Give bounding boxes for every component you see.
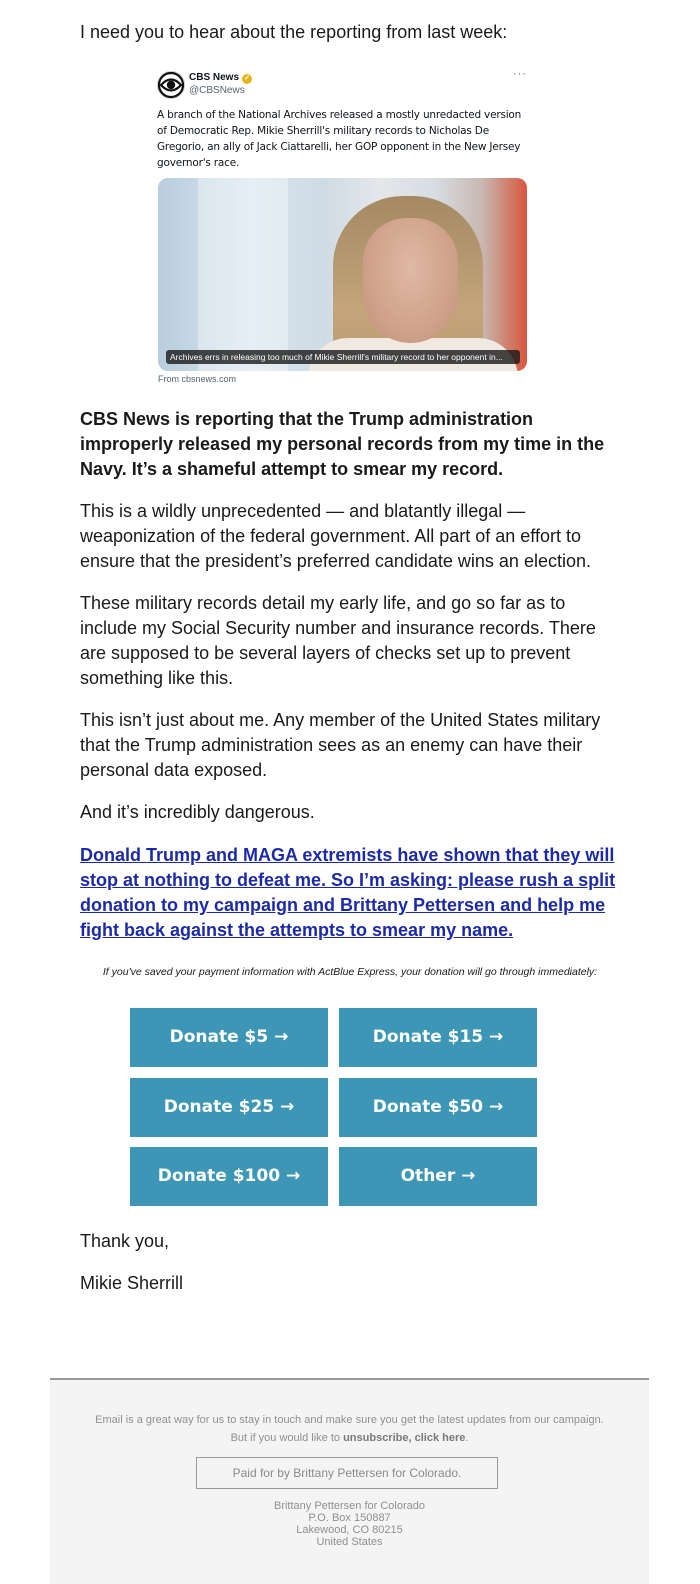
address-city: Lakewood, CO 80215 <box>296 1524 403 1536</box>
mailing-address <box>50 1500 649 1548</box>
body-paragraph-3: This isn’t just about me. Any member of the United States military that the Trump administration sees as an enemy can have their personal data exposed. <box>80 710 601 780</box>
signature-name: Mikie Sherrill <box>80 1273 184 1293</box>
donate-cta-link[interactable]: Donald Trump and MAGA extremists have shown that they will stop at nothing to defeat me. So I’m asking: please rush a split donation to my campaign and Brittany Pettersen and help me fight back against the attempts to smear my name. <box>80 845 616 940</box>
tweet-media-image[interactable] <box>158 178 527 371</box>
footer-message: Email is a great way for us to stay in touch and make sure you get the latest updates from our campaign. <box>95 1414 604 1426</box>
footer-unsubscribe-line <box>50 1432 649 1444</box>
body-paragraph-4: And it’s incredibly dangerous. <box>80 802 315 822</box>
email-footer <box>50 1378 649 1584</box>
address-country: United States <box>316 1536 383 1548</box>
donate-5-button[interactable]: Donate $5 → <box>130 1008 328 1067</box>
unsubscribe-suffix: . <box>465 1432 469 1444</box>
donate-other-button[interactable]: Other → <box>339 1147 537 1206</box>
verified-badge-icon: ✓ <box>242 74 252 84</box>
paid-for-disclaimer: Paid for by Brittany Pettersen for Colorado. <box>196 1457 498 1489</box>
more-options-icon[interactable]: ··· <box>513 68 527 80</box>
tweet-handle[interactable]: @CBSNews <box>189 85 245 96</box>
media-caption: Archives errs in releasing too much of Mikie Sherrill's military record to her opponent in... <box>166 350 520 364</box>
body-paragraph-1: This is a wildly unprecedented — and blatantly illegal — weaponization of the federal government. All part of an effort to ensure that the president’s preferred candidate wins an election. <box>80 501 591 571</box>
photo-subject-face <box>363 218 458 343</box>
donate-25-button[interactable]: Donate $25 → <box>130 1078 328 1137</box>
donate-100-button[interactable]: Donate $100 → <box>130 1147 328 1206</box>
tweet-text: A branch of the National Archives released a mostly unredacted version of Democratic Rep. Mikie Sherrill's military records to Nicholas De Gregorio, an ally of Jack Ciattarelli, her GOP opponent in the New Jersey governor's race. <box>157 109 522 169</box>
closing-text: Thank you, <box>80 1231 170 1251</box>
tweet-account-name[interactable] <box>189 72 252 84</box>
body-paragraph-2: These military records detail my early life, and go so far as to include my Social Security number and insurance records. There are supposed to be several layers of checks set up to prevent something like this. <box>80 593 596 688</box>
embedded-tweet[interactable] <box>148 62 543 392</box>
address-org: Brittany Pettersen for Colorado <box>273 1500 426 1512</box>
tweet-account-name-text: CBS News <box>189 72 240 83</box>
unsubscribe-link[interactable]: unsubscribe, click here <box>343 1432 466 1444</box>
intro-text: I need you to hear about the reporting from last week: <box>80 22 508 42</box>
donate-50-button[interactable]: Donate $50 → <box>339 1078 537 1137</box>
donate-15-button[interactable]: Donate $15 → <box>339 1008 537 1067</box>
background-blur <box>198 178 288 371</box>
headline-paragraph: CBS News is reporting that the Trump administration improperly released my personal records from my time in the Navy. It’s a shameful attempt to smear my record. <box>80 409 605 479</box>
address-po-box: P.O. Box 150887 <box>308 1512 391 1524</box>
cbs-logo-icon <box>157 71 185 99</box>
tweet-source: From cbsnews.com <box>158 374 237 384</box>
unsubscribe-prefix: But if you would like to <box>230 1432 344 1444</box>
actblue-express-note: If you've saved your payment information with ActBlue Express, your donation will go through immediately: <box>102 966 598 978</box>
